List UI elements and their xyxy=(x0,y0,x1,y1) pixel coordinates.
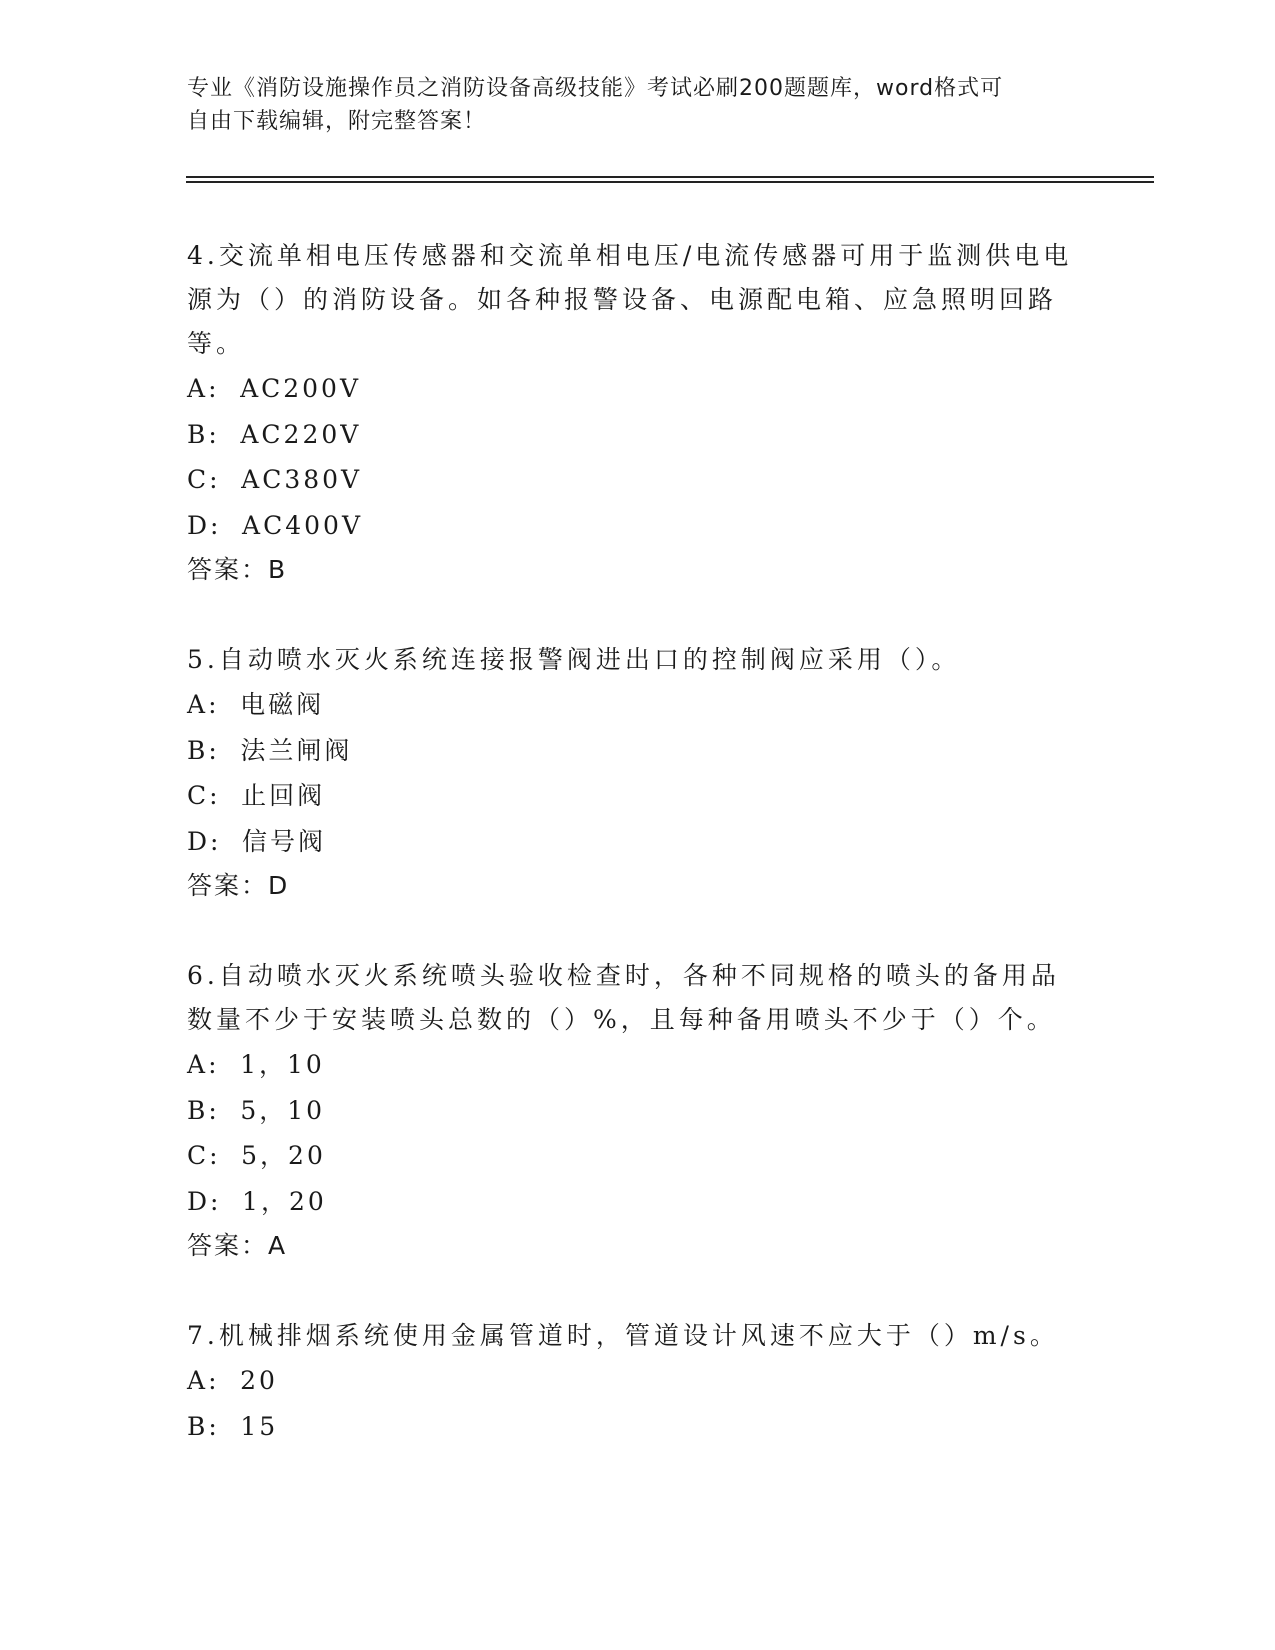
option-text: 5，20 xyxy=(241,1141,326,1170)
option-separator: : xyxy=(208,1366,220,1395)
answer-line xyxy=(187,548,1087,592)
option-separator: : xyxy=(208,1095,220,1125)
option-separator: : xyxy=(210,510,222,540)
option-list xyxy=(187,682,1087,864)
option-d xyxy=(187,1179,1087,1225)
option-letter: B xyxy=(187,735,209,765)
option-c xyxy=(187,457,1087,503)
header-divider-top xyxy=(186,176,1154,178)
option-d xyxy=(187,819,1087,865)
answer-line xyxy=(187,864,1087,908)
option-text: 法兰闸阀 xyxy=(240,735,353,765)
answer-value: A xyxy=(268,1231,288,1260)
option-letter: D xyxy=(187,826,211,856)
option-letter: A xyxy=(187,374,209,403)
question-item xyxy=(187,638,1087,908)
answer-value: B xyxy=(268,555,288,584)
option-separator: : xyxy=(208,1411,220,1441)
option-b xyxy=(187,412,1087,458)
header-line-1: 专业《消防设施操作员之消防设备高级技能》考试必刷200题题库，word格式可 xyxy=(187,76,1004,101)
option-letter: C xyxy=(187,1141,210,1170)
option-list xyxy=(187,1042,1087,1224)
answer-value: D xyxy=(268,871,290,900)
option-letter: C xyxy=(187,465,210,494)
option-b xyxy=(187,1404,1087,1450)
option-a xyxy=(187,682,1087,728)
option-text: AC200V xyxy=(240,374,362,403)
option-a xyxy=(187,366,1087,412)
option-letter: B xyxy=(187,1411,209,1441)
option-separator: : xyxy=(208,1050,220,1079)
question-stem: 7.机械排烟系统使用金属管道时，管道设计风速不应大于（）m/s。 xyxy=(187,1321,1059,1350)
answer-label: 答案： xyxy=(187,555,269,584)
option-list xyxy=(187,366,1087,548)
option-text: 电磁阀 xyxy=(240,690,325,719)
option-b xyxy=(187,728,1087,774)
option-a xyxy=(187,1042,1087,1088)
answer-line xyxy=(187,1224,1087,1268)
option-letter: A xyxy=(187,1050,209,1079)
option-text: 15 xyxy=(240,1411,279,1441)
option-text: 20 xyxy=(240,1366,278,1395)
option-text: AC380V xyxy=(241,465,363,494)
question-stem: 6.自动喷水灭火系统喷头验收检查时，各种不同规格的喷头的备用品数量不少于安装喷头总数的（）%，且每种备用喷头不少于（）个。 xyxy=(187,961,1060,1034)
question-item xyxy=(187,1314,1087,1449)
option-separator: : xyxy=(209,465,221,494)
option-c xyxy=(187,773,1087,819)
question-item xyxy=(187,954,1087,1268)
option-letter: B xyxy=(187,1095,209,1125)
option-separator: : xyxy=(208,690,220,719)
header-divider-bottom xyxy=(186,181,1154,183)
option-separator: : xyxy=(210,1186,222,1216)
option-letter: D xyxy=(187,1186,211,1216)
option-text: AC220V xyxy=(240,419,362,449)
option-separator: : xyxy=(209,1141,221,1170)
option-separator: : xyxy=(210,826,222,856)
option-c xyxy=(187,1133,1087,1179)
option-separator: : xyxy=(208,374,220,403)
option-letter: C xyxy=(187,781,210,810)
option-a xyxy=(187,1358,1087,1404)
option-separator: : xyxy=(208,735,220,765)
option-text: 1，10 xyxy=(240,1050,325,1079)
option-text: 5，10 xyxy=(240,1095,326,1125)
option-separator: : xyxy=(208,419,220,449)
option-letter: A xyxy=(187,1366,209,1395)
question-item xyxy=(187,234,1087,592)
question-list xyxy=(187,234,1087,1495)
question-stem: 5.自动喷水灭火系统连接报警阀进出口的控制阀应采用（）。 xyxy=(187,645,961,674)
document-header xyxy=(187,72,1087,138)
option-list xyxy=(187,1358,1087,1449)
option-text: 止回阀 xyxy=(241,781,326,810)
option-d xyxy=(187,503,1087,549)
option-letter: B xyxy=(187,419,209,449)
header-line-2: 自由下载编辑，附完整答案！ xyxy=(187,109,487,134)
option-separator: : xyxy=(209,781,221,810)
option-b xyxy=(187,1088,1087,1134)
answer-label: 答案： xyxy=(187,871,269,900)
answer-label: 答案： xyxy=(187,1231,269,1260)
option-text: AC400V xyxy=(242,510,364,540)
option-letter: A xyxy=(187,690,209,719)
option-text: 信号阀 xyxy=(242,826,327,856)
option-letter: D xyxy=(187,510,211,540)
question-stem: 4.交流单相电压传感器和交流单相电压/电流传感器可用于监测供电电源为（）的消防设备。如各种报警设备、电源配电箱、应急照明回路等。 xyxy=(187,241,1073,358)
option-text: 1，20 xyxy=(242,1186,327,1216)
